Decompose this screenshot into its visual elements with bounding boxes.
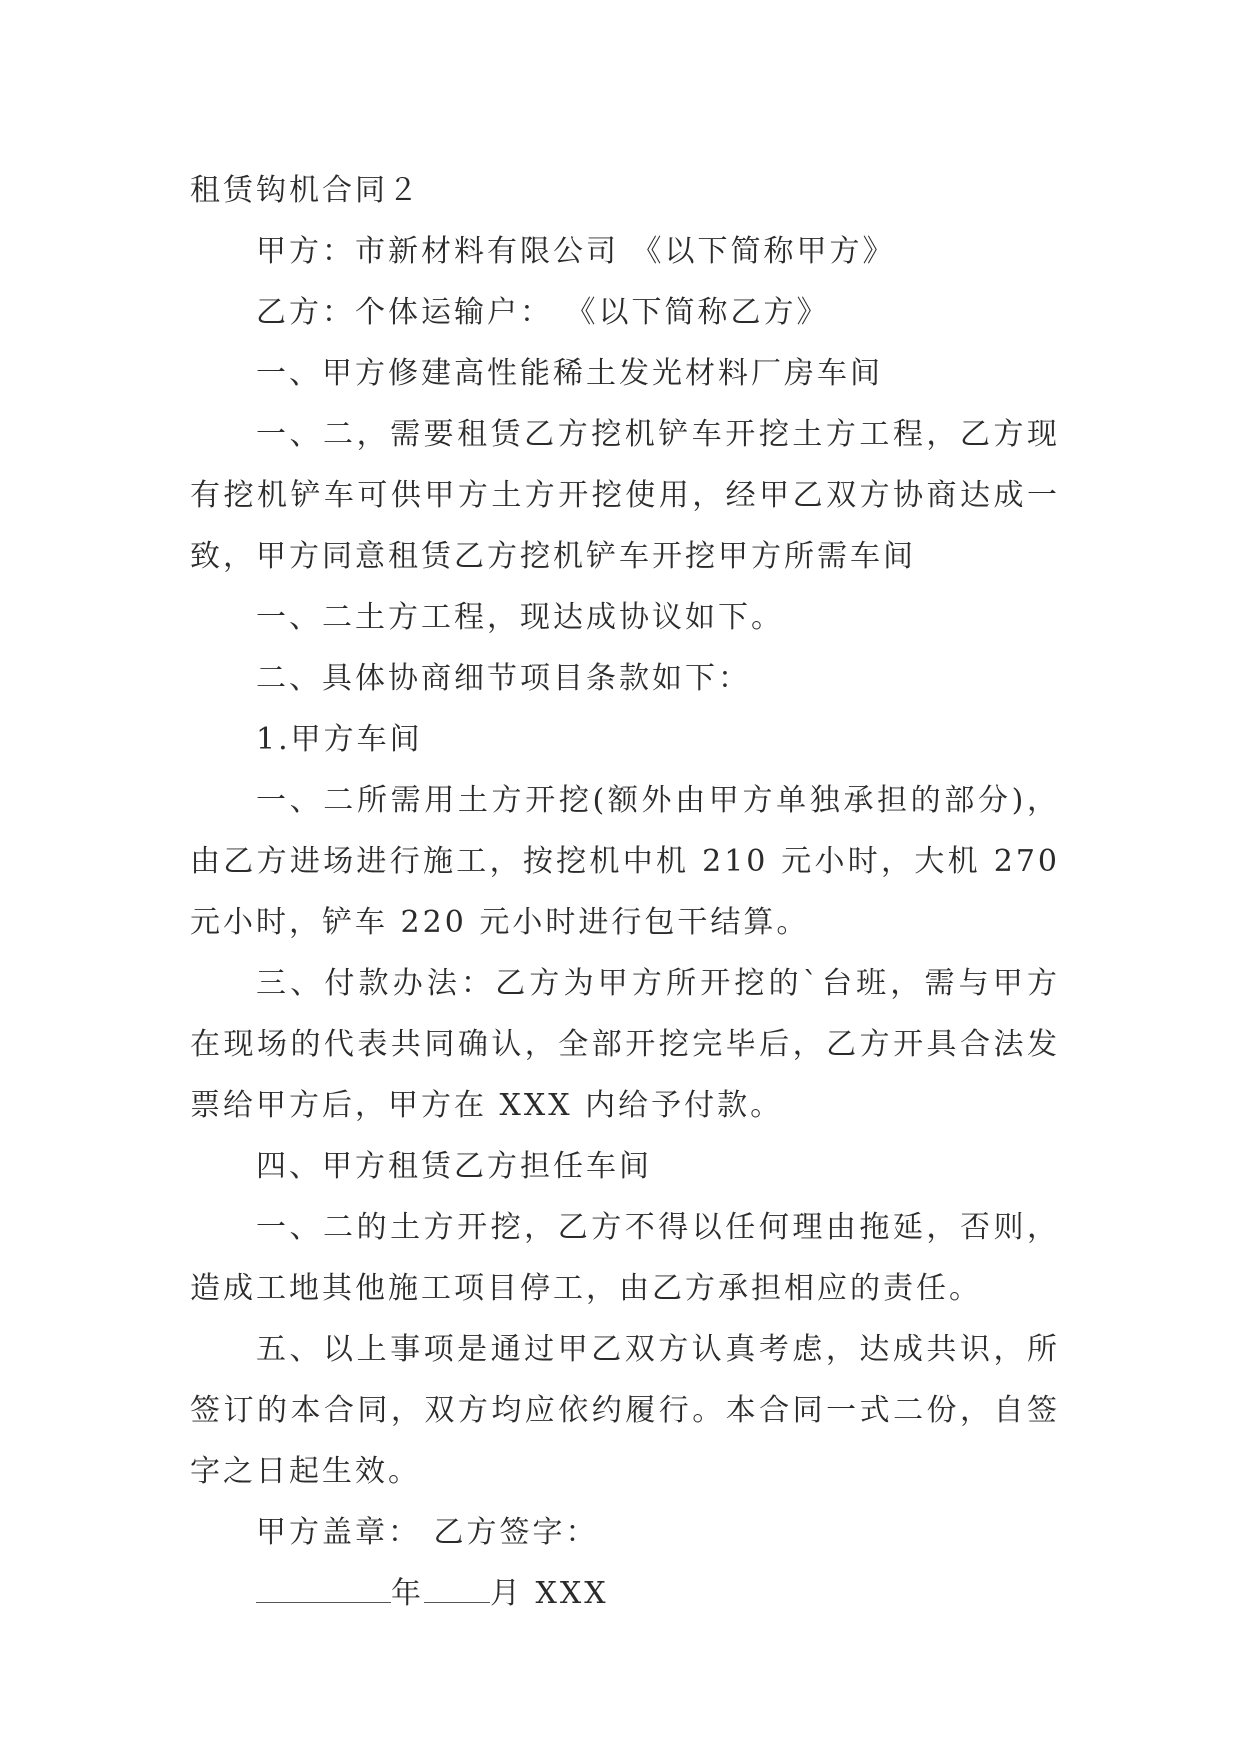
document-title: 租赁钩机合同２ [190, 173, 421, 208]
date-line [190, 1563, 1060, 1624]
clause-1-detail: 一、二，需要租赁乙方挖机铲车开挖土方工程，乙方现有挖机铲车可供甲方土方开挖使用，经甲乙双方协商达成一致，甲方同意租赁乙方挖机铲车开挖甲方所需车间 [190, 417, 1060, 574]
party-a-line: 甲方：市新材料有限公司 《以下简称甲方》 [256, 234, 896, 269]
clause-2-item-1: 1.甲方车间 [256, 722, 423, 757]
clause-2: 二、具体协商细节项目条款如下： [256, 661, 751, 696]
month-blank [424, 1574, 490, 1603]
month-label: 月 XXX [490, 1576, 609, 1611]
clause-4-detail: 一、二的土方开挖，乙方不得以任何理由拖延，否则，造成工地其他施工项目停工，由乙方承担相应的责任。 [190, 1210, 1060, 1306]
party-b-line: 乙方：个体运输户： 《以下简称乙方》 [256, 295, 830, 330]
signature-line: 甲方盖章： 乙方签字： [256, 1515, 599, 1550]
clause-1: 一、甲方修建高性能稀土发光材料厂房车间 [256, 356, 883, 391]
clause-2-pricing: 一、二所需用土方开挖(额外由甲方单独承担的部分)，由乙方进场进行施工，按挖机中机 210 元小时，大机 270 元小时，铲车 220 元小时进行包干结算。 [190, 783, 1060, 940]
clause-5: 五、以上事项是通过甲乙双方认真考虑，达成共识，所签订的本合同，双方均应依约履行。本合同一式二份，自签字之日起生效。 [190, 1332, 1060, 1489]
clause-4: 四、甲方租赁乙方担任车间 [256, 1149, 652, 1184]
year-label: 年 [391, 1576, 424, 1611]
contract-body [190, 160, 1060, 1624]
clause-1-agreement: 一、二土方工程，现达成协议如下。 [256, 600, 784, 635]
clause-3-payment: 三、付款办法：乙方为甲方所开挖的`台班，需与甲方在现场的代表共同确认，全部开挖完毕后，乙方开具合法发票给甲方后，甲方在 XXX 内给予付款。 [190, 966, 1060, 1123]
year-blank [256, 1574, 391, 1603]
